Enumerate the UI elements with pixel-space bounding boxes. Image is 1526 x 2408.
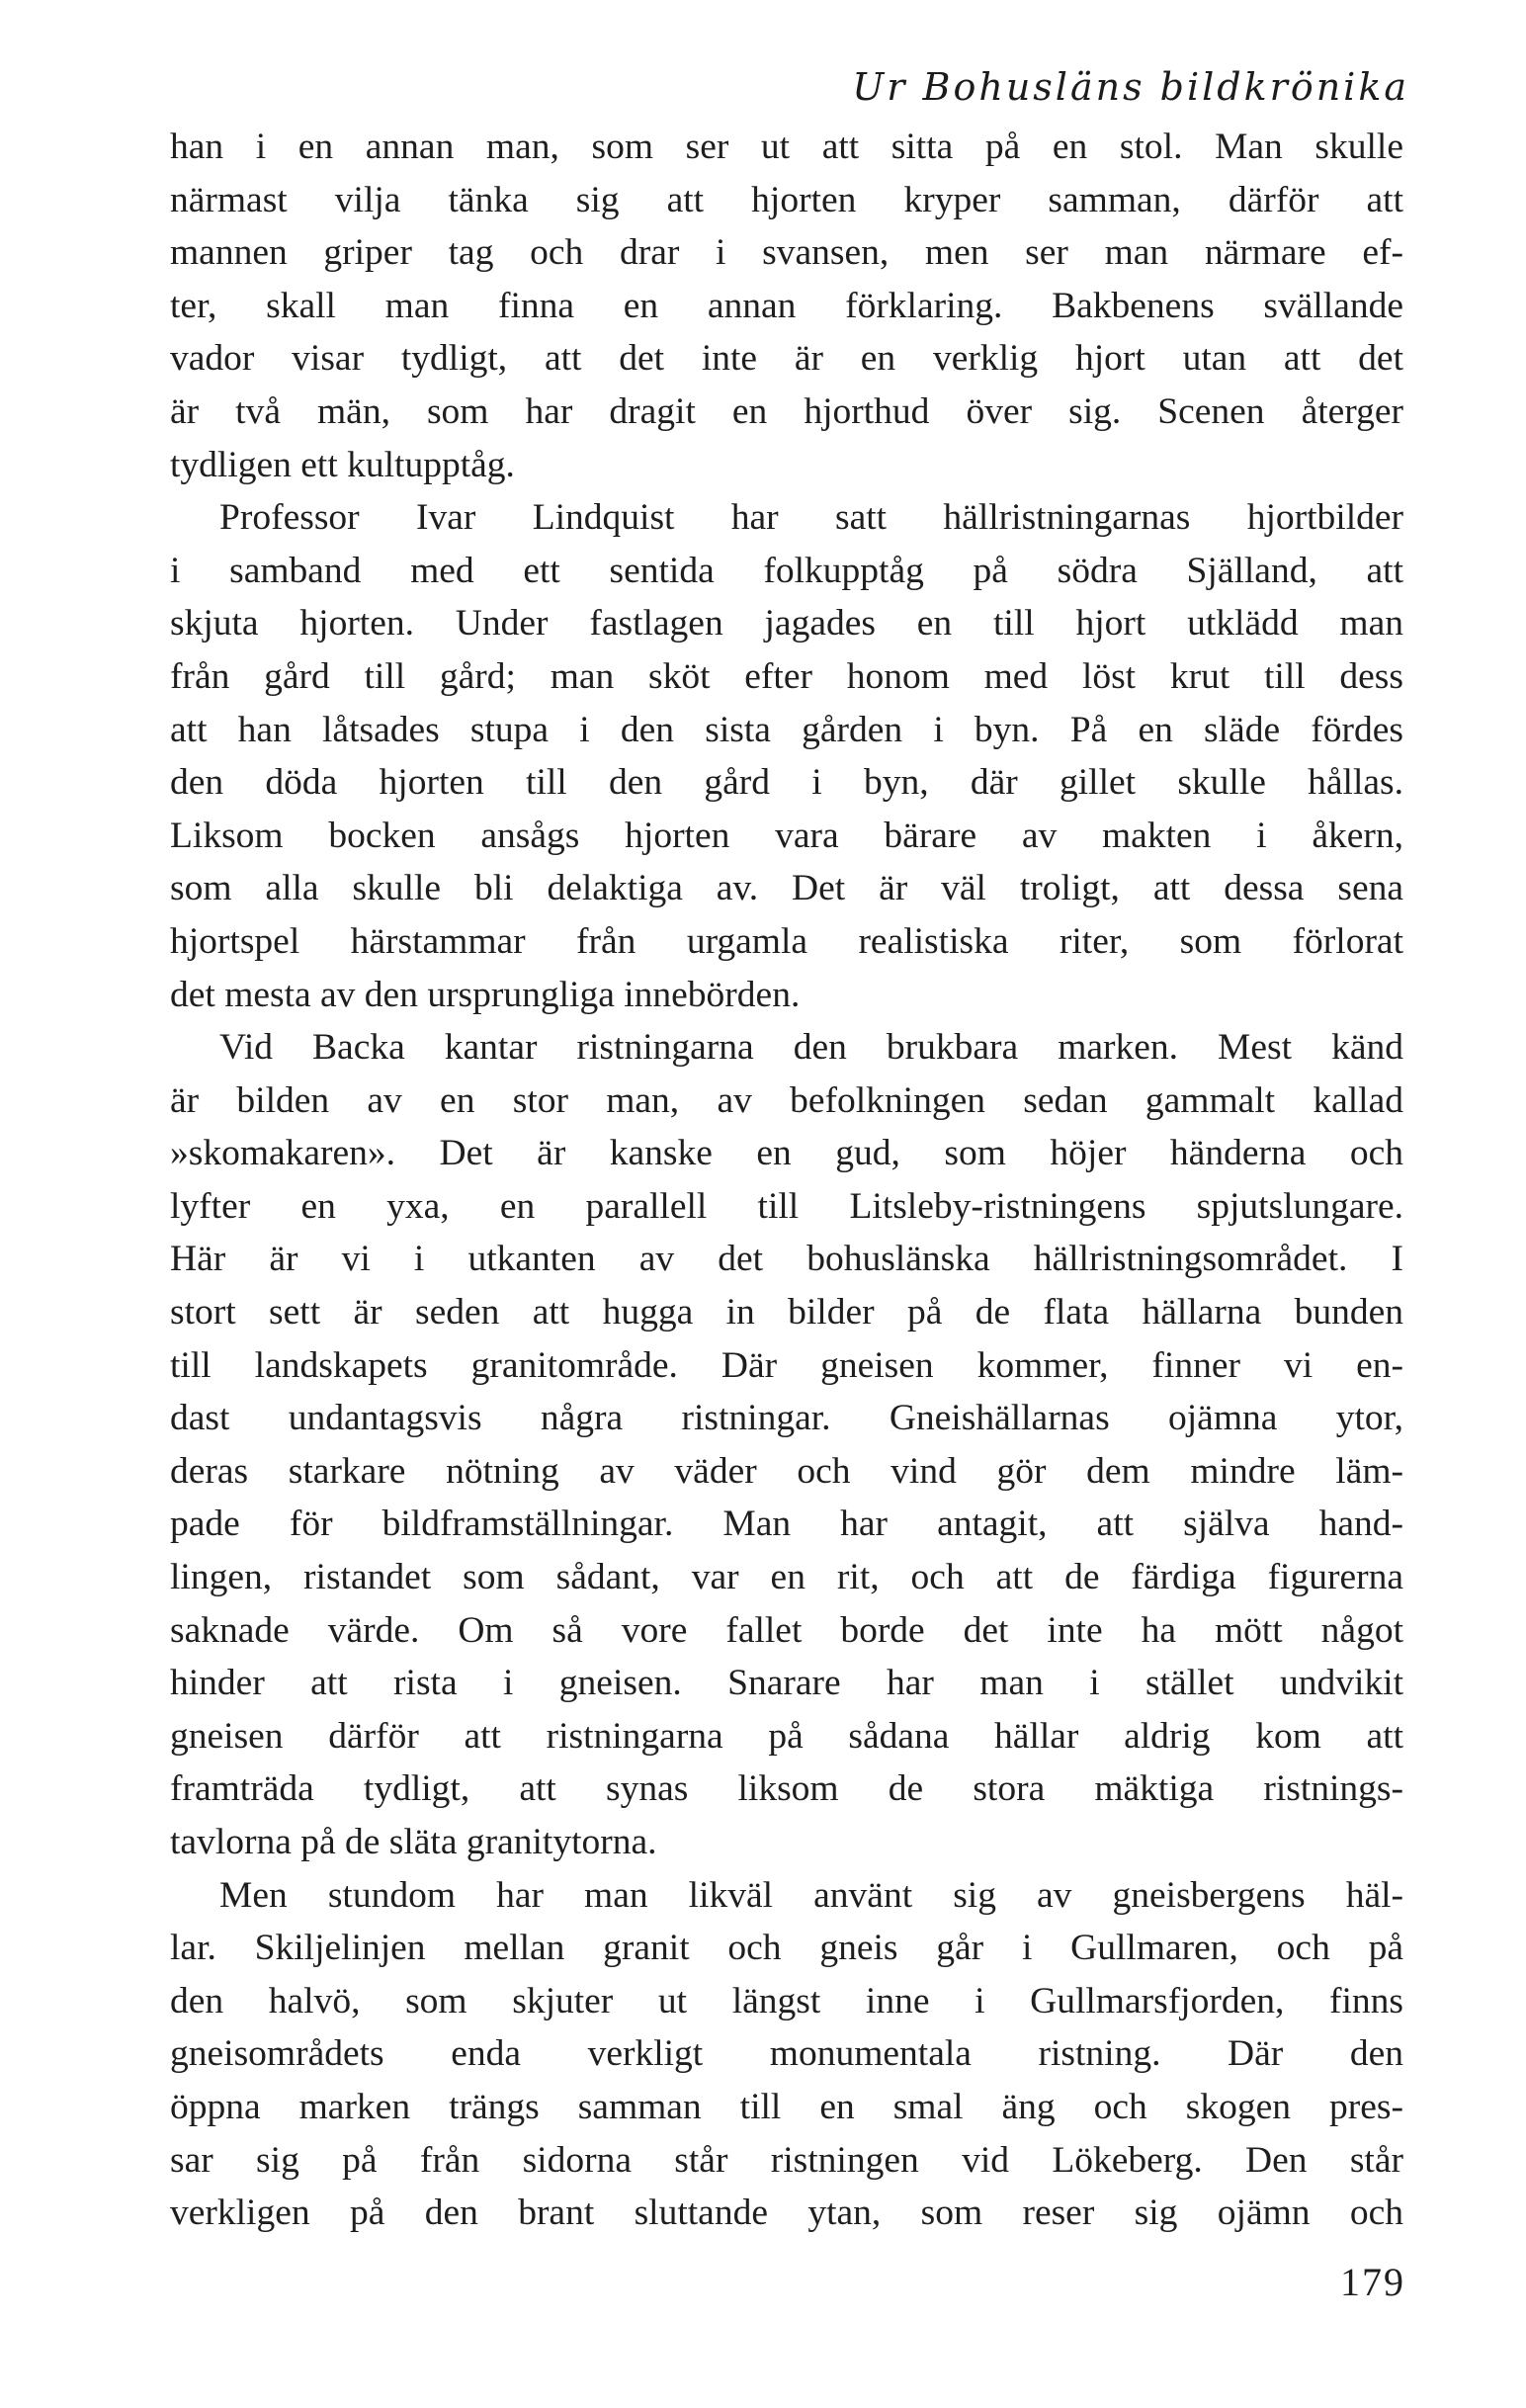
text-line: pade för bildframställningar. Man har antagit, att själva hand- bbox=[170, 1504, 1403, 1545]
text-line: ter, skall man finna en annan förklaring. Bakbenens svällande bbox=[170, 285, 1403, 326]
text-line: tavlorna på de släta granitytorna. bbox=[170, 1822, 657, 1862]
text-line: den halvö, som skjuter ut längst inne i Gullmarsfjorden, finns bbox=[170, 1980, 1403, 2021]
text-line: lar. Skiljelinjen mellan granit och gneis går i Gullmaren, och på bbox=[170, 1928, 1403, 1969]
text-line: Liksom bocken ansågs hjorten vara bärare av makten i åkern, bbox=[170, 815, 1403, 856]
text-line: lingen, ristandet som sådant, var en rit, och att de färdiga figurerna bbox=[170, 1557, 1403, 1598]
text-line: Men stundom har man likväl använt sig av gneisbergens häl- bbox=[219, 1874, 1403, 1916]
text-line: han i en annan man, som ser ut att sitta på en stol. Man skulle bbox=[170, 127, 1403, 167]
text-line: »skomakaren». Det är kanske en gud, som höjer händerna och bbox=[170, 1133, 1403, 1174]
paragraph bbox=[170, 1021, 1403, 1869]
text-line: är två män, som har dragit en hjorthud över sig. Scenen återger bbox=[170, 390, 1403, 432]
text-line: lyfter en yxa, en parallell till Litsleby-ristningens spjutslungare. bbox=[170, 1185, 1403, 1227]
text-line: verkligen på den brant sluttande ytan, som reser sig ojämn och bbox=[170, 2193, 1403, 2234]
text-line: hinder att rista i gneisen. Snarare har man i stället undvikit bbox=[170, 1663, 1403, 1704]
text-line: är bilden av en stor man, av befolkningen sedan gammalt kallad bbox=[170, 1079, 1403, 1121]
paragraph bbox=[170, 121, 1403, 491]
body-text bbox=[170, 121, 1403, 2240]
text-line: gneisen därför att ristningarna på sådana hällar aldrig kom att bbox=[170, 1715, 1403, 1757]
text-line: Här är vi i utkanten av det bohuslänska hällristningsområdet. I bbox=[170, 1239, 1403, 1280]
text-line: det mesta av den ursprungliga innebörden. bbox=[170, 974, 801, 1015]
text-line: öppna marken trängs samman till en smal äng och skogen pres- bbox=[170, 2086, 1403, 2127]
page-number: 179 bbox=[1340, 2260, 1405, 2304]
text-line: att han låtsades stupa i den sista gården i byn. På en släde fördes bbox=[170, 709, 1403, 750]
paragraph bbox=[170, 491, 1403, 1021]
text-line: mannen griper tag och drar i svansen, men ser man närmare ef- bbox=[170, 232, 1403, 274]
text-line: deras starkare nötning av väder och vind gör dem mindre läm- bbox=[170, 1450, 1403, 1492]
text-line: framträda tydligt, att synas liksom de stora mäktiga ristnings- bbox=[170, 1768, 1403, 1810]
text-line: stort sett är seden att hugga in bilder på de flata hällarna bunden bbox=[170, 1292, 1403, 1333]
running-head: Ur Bohusläns bildkrönika bbox=[852, 65, 1409, 109]
text-line: tydligen ett kultupptåg. bbox=[170, 444, 515, 485]
text-line: gneisområdets enda verkligt monumentala ristning. Där den bbox=[170, 2033, 1403, 2075]
text-line: sar sig på från sidorna står ristningen vid Lökeberg. Den står bbox=[170, 2139, 1403, 2181]
text-line: skjuta hjorten. Under fastlagen jagades en till hjort utklädd man bbox=[170, 603, 1403, 645]
text-line: vador visar tydligt, att det inte är en verklig hjort utan att det bbox=[170, 338, 1403, 380]
text-line: till landskapets granitområde. Där gneisen kommer, finner vi en- bbox=[170, 1344, 1403, 1386]
text-line: saknade värde. Om så vore fallet borde det inte ha mött något bbox=[170, 1609, 1403, 1651]
text-line: Vid Backa kantar ristningarna den brukbara marken. Mest känd bbox=[219, 1027, 1403, 1069]
paragraph bbox=[170, 1869, 1403, 2240]
text-line: som alla skulle bli delaktiga av. Det är väl troligt, att dessa sena bbox=[170, 868, 1403, 909]
text-line: den döda hjorten till den gård i byn, där gillet skulle hållas. bbox=[170, 762, 1403, 804]
text-line: Professor Ivar Lindquist har satt hällristningarnas hjortbilder bbox=[219, 497, 1403, 539]
text-line: från gård till gård; man sköt efter honom med löst krut till dess bbox=[170, 655, 1403, 697]
text-line: dast undantagsvis några ristningar. Gneishällarnas ojämna ytor, bbox=[170, 1398, 1403, 1439]
text-line: hjortspel härstammar från urgamla realistiska riter, som förlorat bbox=[170, 920, 1403, 962]
text-line: närmast vilja tänka sig att hjorten kryper samman, därför att bbox=[170, 179, 1403, 220]
text-line: i samband med ett sentida folkupptåg på södra Själland, att bbox=[170, 550, 1403, 591]
